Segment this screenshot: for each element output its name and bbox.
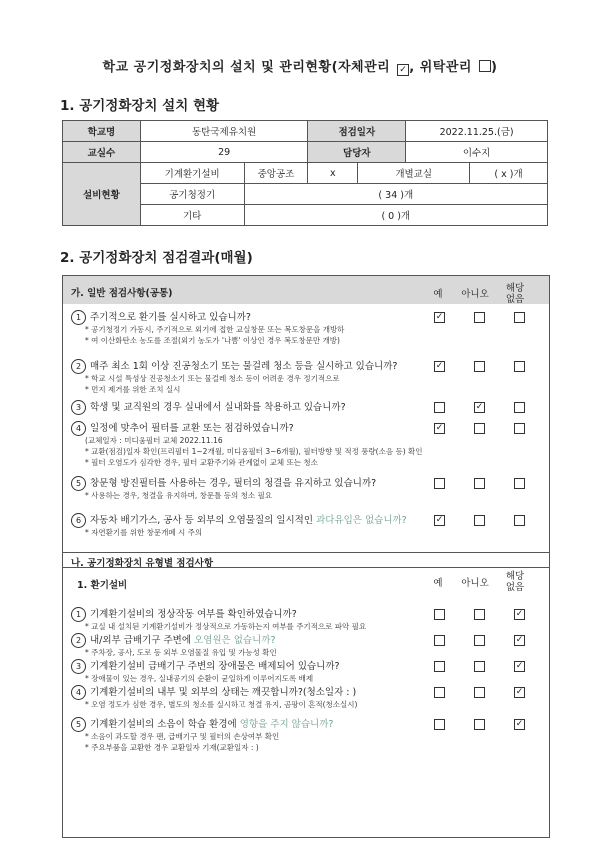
central-value: x	[308, 163, 358, 184]
checkbox-yes[interactable]	[434, 687, 445, 698]
checkbox-no[interactable]	[474, 719, 485, 730]
question-text: 학생 및 교직원의 경우 실내에서 실내화를 착용하고 있습니까?	[90, 402, 346, 413]
question-item	[71, 632, 276, 648]
question-item	[71, 475, 376, 491]
col-yes-a: 예	[433, 289, 443, 300]
question-highlight: 영향을 주지 않습니까?	[239, 719, 334, 730]
checkbox-yes[interactable]: ✓	[435, 361, 444, 371]
central-label: 중앙공조	[244, 163, 308, 184]
col-yes-b: 예	[433, 578, 443, 589]
checkbox-yes[interactable]: ✓	[435, 515, 444, 525]
question-number: 3	[71, 400, 86, 415]
purifier-label: 공기청정기	[140, 184, 244, 205]
question-text: 매주 최소 1회 이상 진공청소기 또는 물걸레 청소 등을 실시하고 있습니까?	[90, 361, 398, 372]
checkbox-na[interactable]: ✓	[515, 719, 524, 729]
checkbox-no[interactable]	[474, 687, 485, 698]
outsource-manage-checkbox[interactable]	[479, 60, 491, 72]
checkbox-yes[interactable]	[434, 478, 445, 489]
checkbox-no[interactable]: ✓	[475, 402, 484, 412]
question-note	[85, 527, 485, 538]
checkbox-no[interactable]	[474, 361, 485, 372]
title-option-self: (자체관리	[331, 60, 391, 75]
question-note	[85, 490, 485, 501]
col-na-b	[495, 571, 535, 593]
question-text: 내/외부 급배기구 주변에	[90, 635, 195, 646]
col-na-b-1: 해당	[505, 571, 525, 582]
installation-table	[62, 120, 548, 226]
note-line: * 주요부품을 교환한 경우 교환일자 기재(교환일자 : )	[85, 743, 259, 752]
question-number: 1	[71, 607, 86, 622]
checkbox-na[interactable]: ✓	[515, 609, 524, 619]
school-value: 동탄국제유치원	[140, 121, 308, 142]
col-na-b-2: 없음	[505, 582, 525, 593]
question-note	[85, 647, 485, 658]
checkbox-na[interactable]: ✓	[515, 635, 524, 645]
classroom-label: 교실수	[63, 142, 141, 163]
question-text: 자동차 배기가스, 공사 등 외부의 오염물질의 일시적인	[90, 515, 317, 526]
note-line: * 주차장, 공사, 도로 등 외부 오염물질 유입 및 가능성 확인	[85, 648, 277, 657]
divider	[63, 567, 549, 568]
note-line: * 오염 정도가 심한 경우, 별도의 청소를 실시하고 청결 유지, 곰팡이 흔적(청소실시)	[85, 700, 358, 709]
part-b-subtitle: 1. 환기설비	[77, 580, 128, 591]
question-number: 2	[71, 633, 86, 648]
question-highlight: 과다유입은 없습니까?	[316, 515, 407, 526]
question-text: 주기적으로 환기를 실시하고 있습니까?	[90, 312, 251, 323]
question-note	[85, 324, 485, 346]
checkbox-yes[interactable]	[434, 661, 445, 672]
col-na-a-2: 없음	[505, 294, 525, 305]
checkbox-no[interactable]	[474, 423, 485, 434]
purifier-value: ( 34 )개	[244, 184, 547, 205]
checkbox-na[interactable]	[514, 312, 525, 323]
self-manage-checkbox[interactable]: ✓	[399, 65, 408, 75]
question-text: 기계환기설비 급배기구 주변의 장애물은 배제되어 있습니까?	[90, 661, 340, 672]
checkbox-yes[interactable]	[434, 609, 445, 620]
question-note	[85, 435, 485, 468]
question-note	[85, 621, 485, 632]
individual-label: 개별교실	[358, 163, 470, 184]
col-na-a	[495, 283, 535, 305]
checkbox-yes[interactable]: ✓	[435, 423, 444, 433]
classroom-value: 29	[140, 142, 308, 163]
note-line: (교체일자 : 미디움필터 교체 2022.11.16	[85, 436, 223, 445]
checkbox-no[interactable]	[474, 312, 485, 323]
part-a-title: 가. 일반 점검사항(공통)	[71, 288, 173, 299]
checkbox-no[interactable]	[474, 478, 485, 489]
question-note	[85, 699, 485, 710]
date-label: 점검일자	[308, 121, 406, 142]
checkbox-no[interactable]	[474, 515, 485, 526]
individual-value: ( x )개	[470, 163, 548, 184]
checkbox-yes[interactable]	[434, 719, 445, 730]
question-item	[71, 606, 297, 622]
question-number: 4	[71, 685, 86, 700]
manager-label: 담당자	[308, 142, 406, 163]
note-line: * 사용하는 경우, 청결을 유지하며, 창문틀 등의 청소 필요	[85, 491, 272, 500]
question-number: 5	[71, 717, 86, 732]
question-number: 6	[71, 513, 86, 528]
note-line: * 여 이산화탄소 농도를 조절(외기 농도가 '나쁨' 이상인 경우 복도창문만 개방)	[85, 336, 340, 345]
question-item	[71, 309, 251, 325]
question-item	[71, 658, 340, 674]
checkbox-yes[interactable]	[434, 635, 445, 646]
question-item	[71, 358, 397, 374]
note-line: * 필터 오염도가 심각한 경우, 필터 교환주기와 관계없이 교체 또는 청소	[85, 458, 318, 467]
question-text: 기계환기설비의 소음이 학습 환경에	[90, 719, 240, 730]
note-line: * 교실 내 설치된 기계환기설비가 정상적으로 가동하는지 여부를 주기적으로 파악 필요	[85, 622, 367, 631]
checkbox-na[interactable]	[514, 361, 525, 372]
question-text: 창문형 방진필터를 사용하는 경우, 필터의 청결을 유지하고 있습니까?	[90, 478, 377, 489]
title-close: )	[491, 60, 498, 75]
note-line: * 공기청정기 가동시, 주기적으로 외기에 접한 교실창문 또는 복도창문을 개방하	[85, 325, 345, 334]
question-text: 기계환기설비의 내부 및 외부의 상태는 깨끗합니까?(청소일자 : )	[90, 687, 357, 698]
col-no-a: 아니오	[461, 289, 489, 300]
col-no-b: 아니오	[461, 578, 489, 589]
question-highlight: 오염원은 없습니까?	[194, 635, 276, 646]
mech-vent-label: 기계환기설비	[140, 163, 244, 184]
question-number: 4	[71, 421, 86, 436]
other-label: 기타	[140, 205, 244, 226]
checkbox-na[interactable]: ✓	[515, 687, 524, 697]
col-na-a-1: 해당	[505, 283, 525, 294]
checkbox-no[interactable]	[474, 609, 485, 620]
question-number: 3	[71, 659, 86, 674]
note-line: * 먼지 제거를 위한 조치 실시	[85, 385, 181, 394]
school-label: 학교명	[63, 121, 141, 142]
title-main: 학교 공기정화장치의 설치 및 관리현황	[102, 60, 332, 75]
section1-heading: 1. 공기정화장치 설치 현황	[60, 98, 220, 114]
question-item	[71, 716, 333, 732]
note-line: * 소음이 과도할 경우 팬, 급배기구 및 필터의 손상여부 확인	[85, 732, 280, 741]
section2-heading: 2. 공기정화장치 점검결과(매월)	[60, 250, 253, 266]
checkbox-yes[interactable]	[434, 402, 445, 413]
note-line: * 학교 시설 특성상 진공청소기 또는 물걸레 청소 등이 어려운 경우 정기적으로	[85, 374, 340, 383]
question-item	[71, 420, 294, 436]
checkbox-no[interactable]	[474, 635, 485, 646]
checkbox-na[interactable]: ✓	[515, 661, 524, 671]
inspection-panel	[62, 275, 550, 838]
equipment-label: 설비현황	[63, 163, 141, 226]
question-text: 기계환기설비의 정상작동 여부를 확인하였습니까?	[90, 609, 297, 620]
checkbox-no[interactable]	[474, 661, 485, 672]
title-option-outsource: , 위탁관리	[409, 60, 472, 75]
note-line: * 자연환기를 위한 창문개폐 시 주의	[85, 528, 203, 537]
question-text: 일정에 맞추어 필터를 교환 또는 점검하였습니까?	[90, 423, 294, 434]
checkbox-yes[interactable]: ✓	[435, 312, 444, 322]
note-line: * 장애물이 있는 경우, 실내공기의 순환이 균일하게 이루어지도록 배제	[85, 674, 314, 683]
question-number: 1	[71, 310, 86, 325]
checkbox-na[interactable]	[514, 478, 525, 489]
checkbox-na[interactable]	[514, 402, 525, 413]
checkbox-na[interactable]	[514, 423, 525, 434]
question-note	[85, 731, 485, 753]
divider	[63, 552, 549, 553]
part-b-title: 나. 공기정화장치 유형별 점검사항	[71, 558, 214, 569]
note-line: * 교환(점검)일자 확인(프리필터 1~2개월, 미디움필터 3~6개월), 필터방향 및 적정 풍량(소음 등) 확인	[85, 447, 423, 456]
manager-value: 이수지	[406, 142, 548, 163]
question-number: 5	[71, 476, 86, 491]
question-item	[71, 684, 356, 700]
checkbox-na[interactable]	[514, 515, 525, 526]
date-value: 2022.11.25.(금)	[406, 121, 548, 142]
question-item	[71, 512, 407, 528]
question-note	[85, 373, 485, 395]
question-item	[71, 399, 346, 415]
other-value: ( 0 )개	[244, 205, 547, 226]
question-number: 2	[71, 359, 86, 374]
document-title	[0, 56, 600, 76]
question-note	[85, 673, 485, 684]
